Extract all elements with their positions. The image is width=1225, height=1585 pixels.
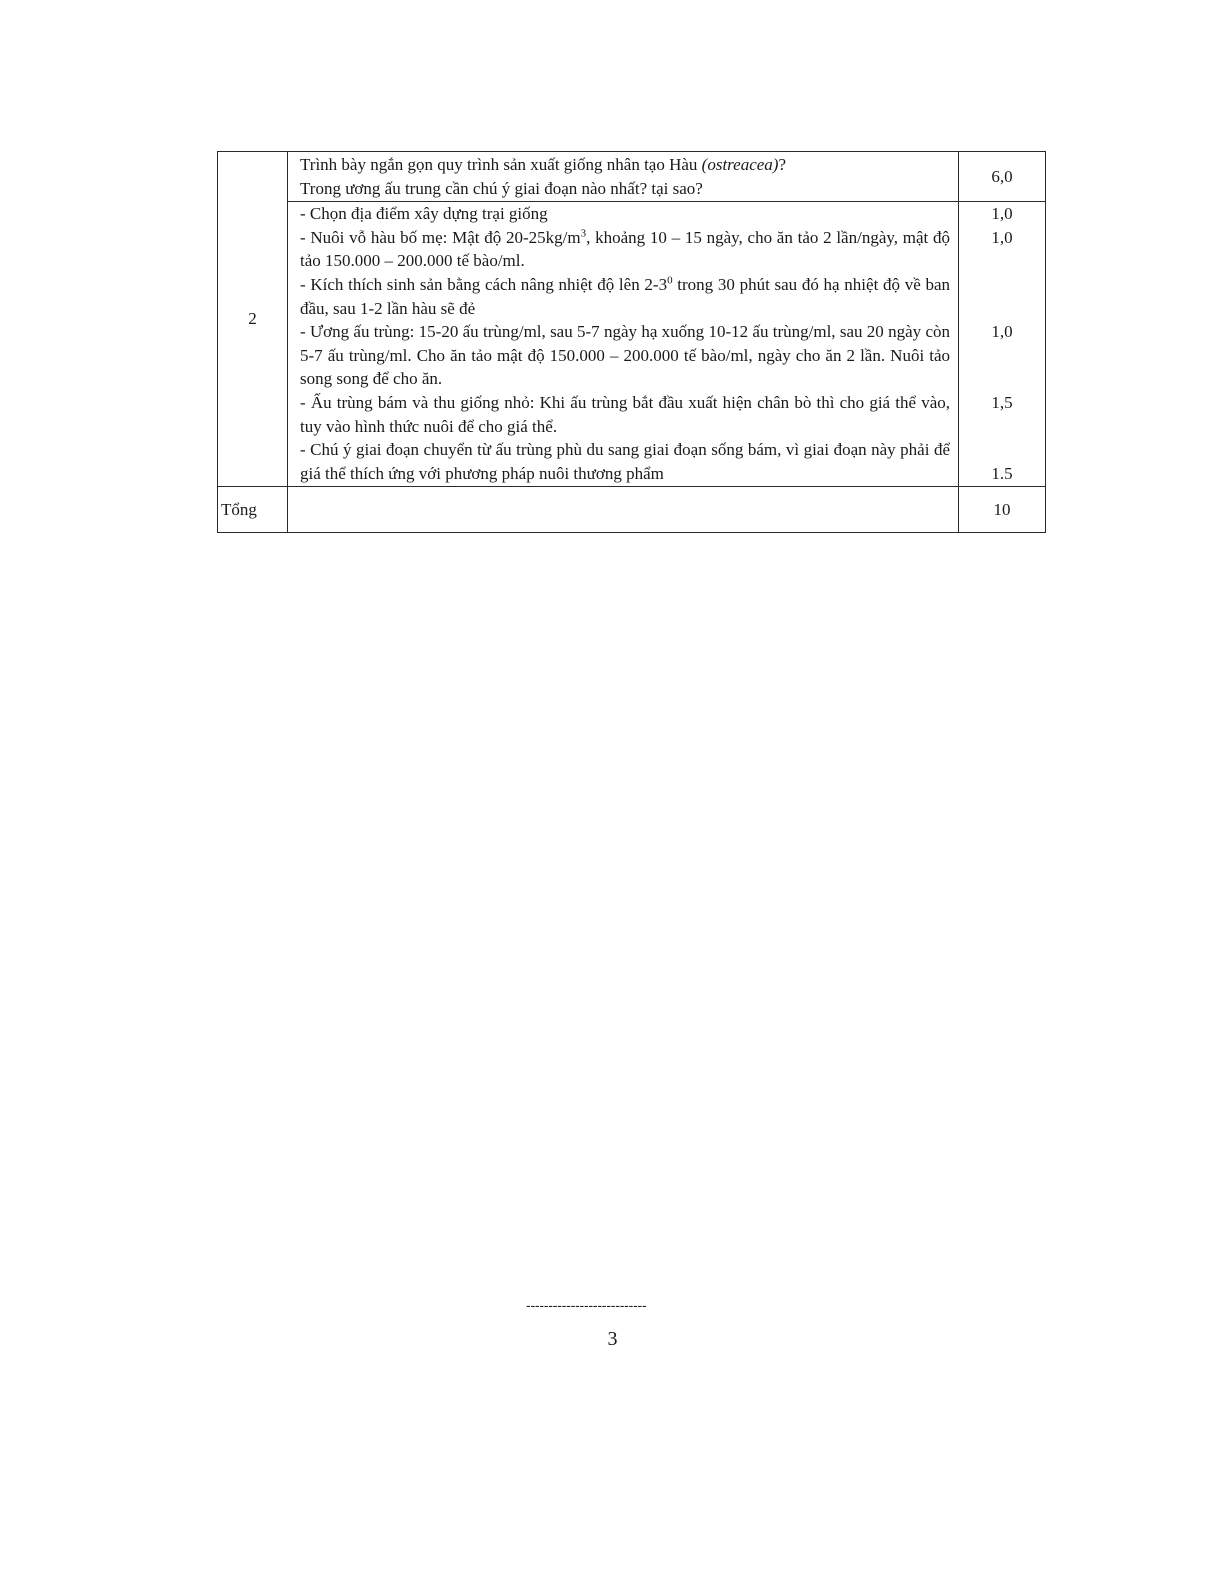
answer-scores (959, 202, 1046, 487)
answer-step-larval-rearing: - Ương ấu trùng: 15-20 ấu trùng/ml, sau 5-7 ngày hạ xuống 10-12 ấu trùng/ml, sau 20 ngày còn 5-7 ấu trùng/ml. Cho ăn tảo mật độ 150.000 – 200.000 tế bào/ml, ngày cho ăn 2 lần. Nuôi tảo song song để cho ăn. (300, 322, 950, 389)
score-blank-1 (959, 249, 1045, 273)
question-score (959, 152, 1046, 202)
total-label-text: Tổng (221, 500, 257, 520)
score-attention: 1.5 (991, 463, 1013, 483)
score-blank-6 (959, 415, 1045, 439)
prompt-line1-end: ? (778, 155, 787, 174)
score-blank-4 (959, 344, 1045, 368)
question-row (218, 152, 1046, 202)
score-broodstock: 1,0 (991, 227, 1013, 247)
score-larval-rearing: 1,0 (991, 322, 1013, 342)
score-settlement: 1,5 (991, 392, 1013, 412)
broodstock-text-b: , khoảng 10 – 15 ngày, cho ăn tảo 2 lần/ngày, mật độ tảo 150.000 – 200.000 tế bào/ml. (300, 227, 950, 271)
spawning-superscript: 0 (667, 274, 673, 287)
page-number: 3 (607, 1328, 618, 1350)
score-blank-3 (959, 297, 1045, 321)
question-score-text: 6,0 (991, 166, 1013, 186)
answer-step-broodstock (300, 226, 950, 273)
answer-step-attention: - Chú ý giai đoạn chuyển từ ấu trùng phù du sang giai đoạn sống bám, vì giai đoạn này phải để giá thể thích ứng với phương pháp nuôi thương phẩm (300, 440, 950, 483)
prompt-line2-text: Trong ương ấu trung cần chú ý giai đoạn nào nhất? tại sao? (300, 178, 703, 198)
score-blank-2 (959, 273, 1045, 297)
question-number (218, 152, 288, 487)
total-score (959, 487, 1046, 533)
answer-step-site: - Chọn địa điểm xây dựng trại giống (300, 204, 548, 224)
species-name-italic: (ostreacea) (701, 155, 779, 174)
score-blank-5 (959, 367, 1045, 391)
total-row (218, 487, 1046, 533)
total-score-text: 10 (993, 500, 1011, 520)
question-number-text: 2 (248, 309, 257, 329)
answer-row (218, 202, 1046, 487)
broodstock-text-a: - Nuôi vỗ hàu bố mẹ: Mật độ 20-25kg/m (300, 227, 581, 247)
answer-step-settlement: - Ấu trùng bám và thu giống nhỏ: Khi ấu trùng bắt đầu xuất hiện chân bò thì cho giá thể vào, tuy vào hình thức nuôi để cho giá thể. (300, 392, 950, 436)
answer-content (288, 202, 959, 487)
spawning-text-a: - Kích thích sinh sản bằng cách nâng nhiệt độ lên 2-3 (300, 274, 668, 294)
score-blank-7 (959, 438, 1045, 462)
total-empty-cell (288, 487, 959, 533)
broodstock-superscript: 3 (580, 227, 587, 240)
score-site: 1,0 (991, 204, 1013, 224)
footer-divider: --------------------------- (526, 1297, 647, 1313)
answer-step-spawning (300, 273, 950, 320)
spawning-text-b: trong 30 phút sau đó hạ nhiệt độ về ban đầu, sau 1-2 lần hàu sẽ đẻ (300, 274, 950, 318)
answer-key-table (217, 151, 1046, 533)
total-label (218, 487, 288, 533)
question-prompt (288, 152, 959, 202)
prompt-line1-text: Trình bày ngắn gọn quy trình sản xuất giống nhân tạo Hàu (300, 155, 702, 174)
